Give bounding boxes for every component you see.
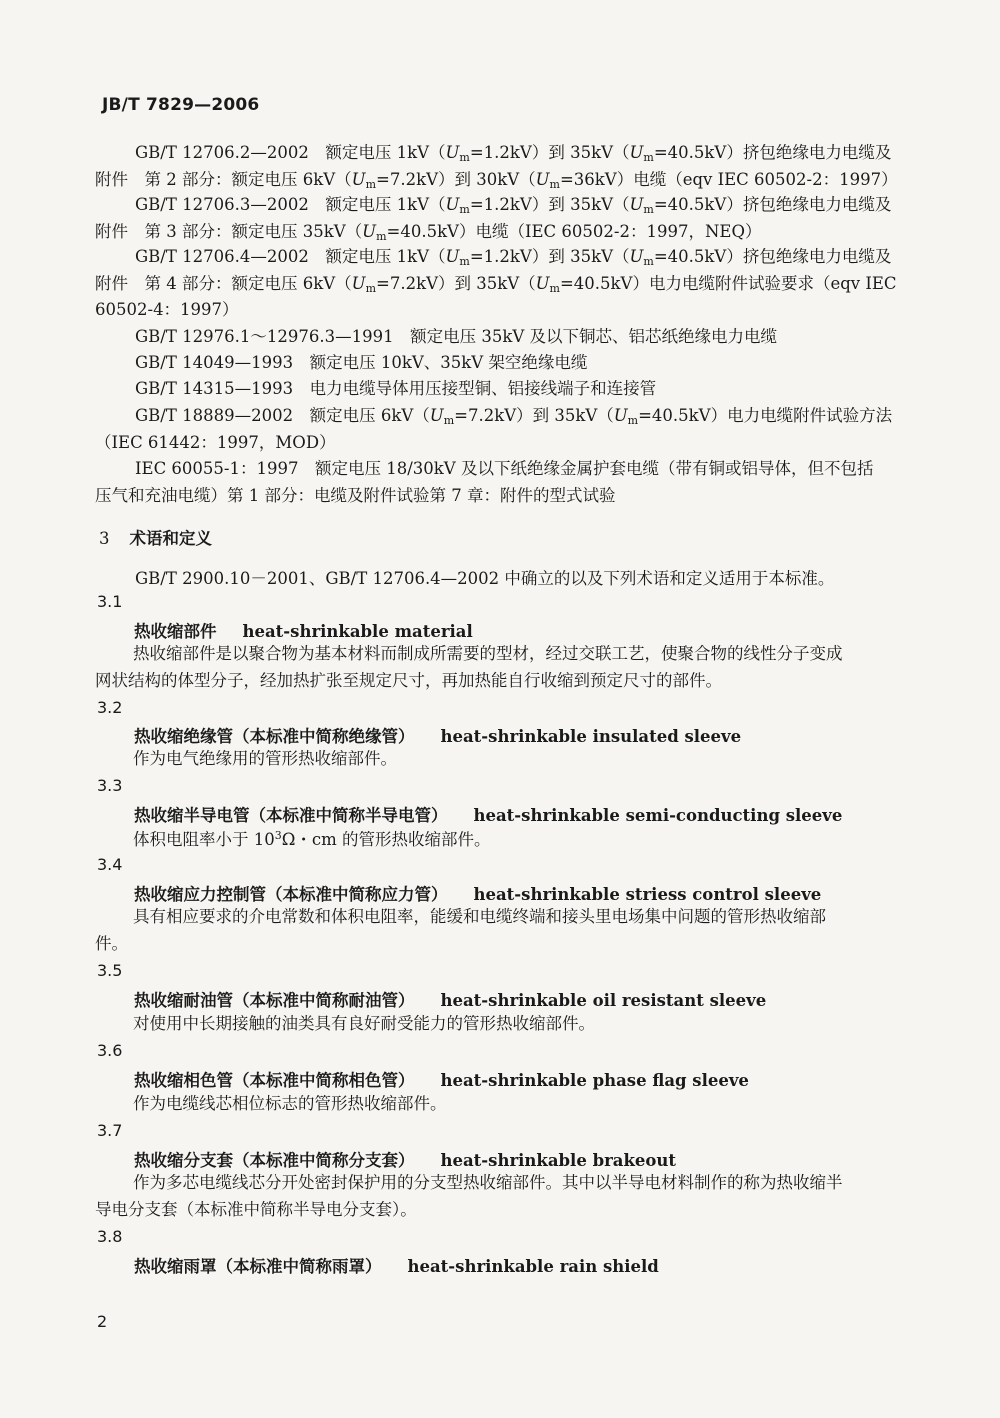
term-heading: 热收缩相色管（本标准中简称相色管） heat-shrinkable phase flag sleeve [134,1071,749,1090]
term-definition: 作为多芯电缆线芯分开处密封保护用的分支型热收缩部件。其中以半导电材料制作的称为热收缩半 导电分支套（本标准中简称半导电分支套）。 [95,1173,843,1219]
reference-entry: GB/T 12706.2—2002 额定电压 $1kV(U_m=1.2kV)$到 $35kV(U_m=40.5kV)$挤包绝缘电力电缆及 附件 第 2 部分：额定电压 $6kV(U_m=7.2kV)$到 $30kV(U_m=36kV)$电缆（eqv IEC 60502-2：1997） [95,143,898,191]
reference-entry: GB/T 12976.1～12976.3—1991 额定电压 35kV 及以下铜芯、铝芯纸绝缘电力电缆 [135,327,777,346]
page-number: 2 [97,1312,108,1331]
term-definition: 体积电阻率小于 $10^3\Omega$・cm 的管形热收缩部件。 [133,829,491,849]
reference-entry: GB/T 14315—1993 电力电缆导体用压接型铜、铝接线端子和连接管 [135,379,657,398]
reference-entry: GB/T 12706.4—2002 额定电压 $1kV(U_m=1.2kV)$到 $35kV(U_m=40.5kV)$挤包绝缘电力电缆及 附件 第 4 部分：额定电压 $6kV(U_m=7.2kV)$到 $35kV(U_m=40.5kV)$电力电缆附件试验要求（eqv IEC 60502-4：1997） [95,247,897,319]
section-title: 3 术语和定义 [99,529,212,548]
term-number: 3.1 [97,592,123,611]
section-intro: GB/T 2900.10－2001、GB/T 12706.4—2002 中确立的以及下列术语和定义适用于本标准。 [135,569,835,588]
term-definition: 热收缩部件是以聚合物为基本材料而制成所需要的型材，经过交联工艺，使聚合物的线性分子变成 网状结构的体型分子，经加热扩张至规定尺寸，再加热能自行收缩到预定尺寸的部件。 [95,644,843,690]
standard-header: JB/T 7829—2006 [102,95,260,115]
term-heading: 热收缩雨罩（本标准中简称雨罩） heat-shrinkable rain shield [134,1257,659,1276]
term-heading: 热收缩分支套（本标准中简称分支套） heat-shrinkable brakeout [134,1151,677,1170]
term-number: 3.5 [97,961,123,980]
term-number: 3.7 [97,1121,123,1140]
term-number: 3.2 [97,698,123,717]
term-heading: 热收缩绝缘管（本标准中简称绝缘管） heat-shrinkable insulated sleeve [134,727,742,746]
term-heading: 热收缩应力控制管（本标准中简称应力管） heat-shrinkable striess control sleeve [134,885,822,904]
reference-entry: GB/T 12706.3—2002 额定电压 $1kV(U_m=1.2kV)$到 $35kV(U_m=40.5kV)$挤包绝缘电力电缆及 附件 第 3 部分：额定电压 $35kV(U_m=40.5kV)$电缆（IEC 60502-2：1997，NEQ） [95,195,892,243]
reference-entry: GB/T 18889—2002 额定电压 $6kV(U_m=7.2kV)$到 $35kV(U_m=40.5kV)$电力电缆附件试验方法 （IEC 61442：1997，MOD） [95,406,893,452]
reference-entry: IEC 60055-1：1997 额定电压 18/30kV 及以下纸绝缘金属护套电缆（带有铜或铝导体，但不包括 压气和充油电缆）第 1 部分：电缆及附件试验第 7 章：附件的型式试验 [95,459,874,505]
term-number: 3.4 [97,855,123,874]
term-heading: 热收缩部件 heat-shrinkable material [134,622,473,641]
term-definition: 作为电气绝缘用的管形热收缩部件。 [133,749,397,768]
term-number: 3.6 [97,1041,123,1060]
term-definition: 具有相应要求的介电常数和体积电阻率，能缓和电缆终端和接头里电场集中问题的管形热收缩部 件。 [95,907,826,953]
term-heading: 热收缩耐油管（本标准中简称耐油管） heat-shrinkable oil resistant sleeve [134,991,767,1010]
term-definition: 作为电缆线芯相位标志的管形热收缩部件。 [133,1094,447,1113]
term-number: 3.3 [97,776,123,795]
term-heading: 热收缩半导电管（本标准中简称半导电管） heat-shrinkable semi-conducting sleeve [134,806,843,825]
reference-entry: GB/T 14049—1993 额定电压 10kV、35kV 架空绝缘电缆 [135,353,588,372]
term-number: 3.8 [97,1227,123,1246]
term-definition: 对使用中长期接触的油类具有良好耐受能力的管形热收缩部件。 [133,1014,595,1033]
